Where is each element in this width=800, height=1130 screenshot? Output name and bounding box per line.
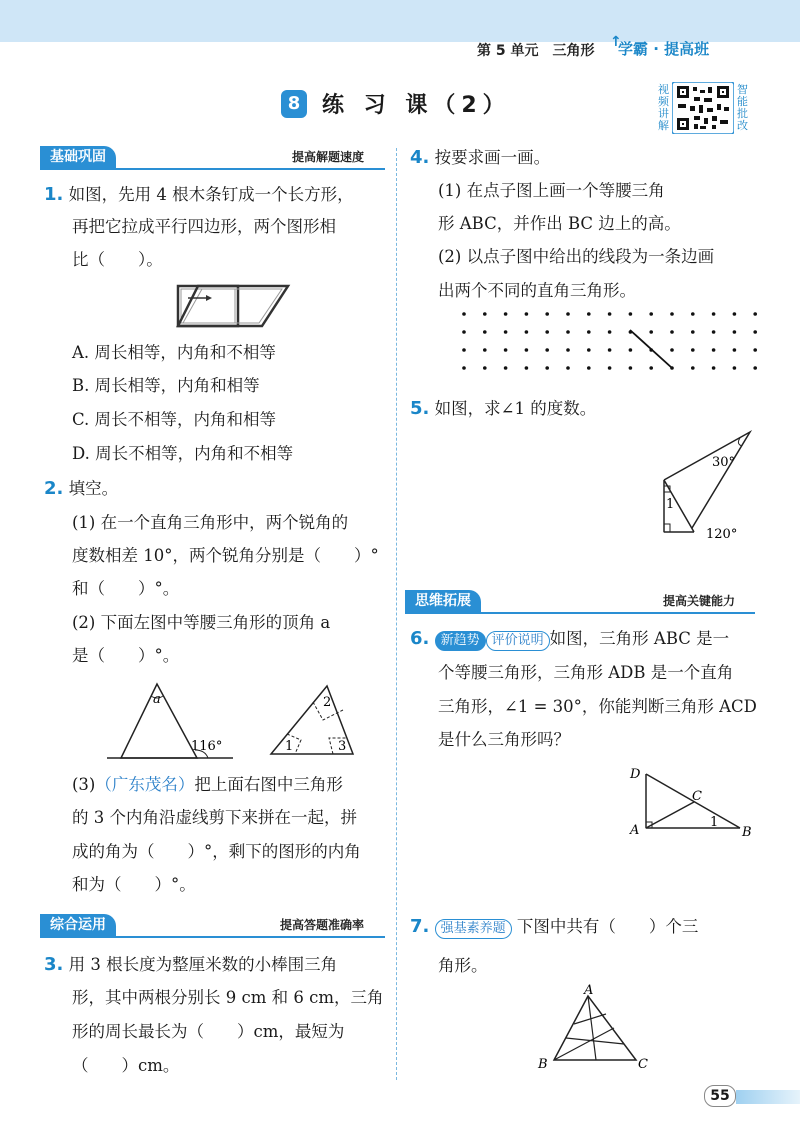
- section-basic: [40, 146, 385, 170]
- q1-option-a: A. 周长相等，内角和不相等: [72, 343, 276, 362]
- q3-line-4: （ ）cm。: [72, 1056, 180, 1075]
- grid-dot[interactable]: [504, 366, 508, 370]
- q2-line-1: (1) 在一个直角三角形中，两个锐角的: [72, 513, 349, 532]
- grid-dot[interactable]: [753, 366, 757, 370]
- grid-dot[interactable]: [545, 348, 549, 352]
- q1-option-c: C. 周长不相等，内角和相等: [72, 410, 277, 429]
- q3-line-1: 3. 用 3 根长度为整厘米数的小棒围三角: [44, 954, 338, 975]
- grid-dot[interactable]: [504, 348, 508, 352]
- question-number: 3.: [44, 954, 64, 975]
- grid-dot[interactable]: [504, 312, 508, 316]
- grid-dot[interactable]: [587, 330, 591, 334]
- grid-dot[interactable]: [525, 348, 529, 352]
- q2-title: 2. 填空。: [44, 478, 119, 499]
- grid-dot[interactable]: [566, 348, 570, 352]
- grid-dot[interactable]: [462, 330, 466, 334]
- q5-text: 5. 如图，求∠1 的度数。: [410, 398, 597, 419]
- grid-dot[interactable]: [712, 366, 716, 370]
- grid-dot[interactable]: [753, 348, 757, 352]
- q6-line-2: 个等腰三角形，三角形 ADB 是一个直角: [438, 663, 734, 682]
- section-thinking: [405, 590, 755, 614]
- grid-dot[interactable]: [483, 330, 487, 334]
- q5-figure: [650, 424, 760, 544]
- angle-116-label: 116°: [191, 739, 223, 754]
- angle-30-label: 30°: [712, 455, 736, 470]
- q4-line-1: (1) 在点子图上画一个等腰三角: [438, 181, 665, 200]
- q7-line-2: 角形。: [438, 956, 488, 975]
- grid-dot[interactable]: [649, 366, 653, 370]
- grid-dot[interactable]: [753, 330, 757, 334]
- column-divider: [396, 148, 397, 1080]
- q1-line-1: 1. 如图，先用 4 根木条钉成一个长方形，: [44, 184, 354, 205]
- point-c-label: C: [638, 1057, 648, 1072]
- q1-option-b: B. 周长相等，内角和相等: [72, 376, 260, 395]
- q2-p3-line-3: 成的角为（ ）°，剩下的图形的内角: [72, 842, 361, 861]
- section-tag: 综合运用: [40, 914, 116, 936]
- angle-1-label: 1: [710, 815, 719, 830]
- section-tag: 基础巩固: [40, 146, 116, 168]
- grid-dot[interactable]: [566, 330, 570, 334]
- q2-p3-line-4: 和为（ ）°。: [72, 875, 196, 894]
- q2-figures: [105, 680, 385, 764]
- q2-p3-line-2: 的 3 个内角沿虚线剪下来拼在一起，拼: [72, 808, 357, 827]
- page-number-bar: [736, 1090, 800, 1104]
- q2-line-4: (2) 下面左图中等腰三角形的顶角 a: [72, 613, 331, 632]
- q1-line-3: 比（ ）。: [72, 250, 163, 269]
- grid-dot[interactable]: [587, 366, 591, 370]
- grid-dot[interactable]: [733, 312, 737, 316]
- section-goal: 提高关键能力: [663, 594, 736, 608]
- question-number: 2.: [44, 478, 64, 499]
- point-a-label: A: [630, 823, 640, 838]
- grid-dot[interactable]: [733, 348, 737, 352]
- grid-dot[interactable]: [608, 348, 612, 352]
- point-b-label: B: [538, 1057, 548, 1072]
- grid-dot[interactable]: [566, 312, 570, 316]
- grid-dot[interactable]: [504, 330, 508, 334]
- section-goal: 提高答题准确率: [280, 918, 365, 932]
- q1-line-2: 再把它拉成平行四边形，两个图形相: [72, 217, 336, 236]
- grid-dot[interactable]: [691, 330, 695, 334]
- grid-dot[interactable]: [462, 366, 466, 370]
- q3-line-2: 形，其中两根分别长 9 cm 和 6 cm，三角: [72, 988, 384, 1007]
- grid-dot[interactable]: [483, 366, 487, 370]
- q2-line-3: 和（ ）°。: [72, 579, 180, 598]
- q2-line-2: 度数相差 10°，两个锐角分别是（ ）°: [72, 546, 379, 565]
- q6-line-3: 三角形，∠1 = 30°，你能判断三角形 ACD: [438, 697, 757, 716]
- arrow-up-icon: ↑: [610, 34, 622, 50]
- angle-3-label: 3: [338, 739, 347, 754]
- grid-dot[interactable]: [753, 312, 757, 316]
- grid-dot[interactable]: [525, 330, 529, 334]
- q4-line-3: (2) 以点子图中给出的线段为一条边画: [438, 247, 715, 266]
- grid-dot[interactable]: [670, 330, 674, 334]
- qr-code-icon[interactable]: [672, 82, 734, 134]
- grid-dot[interactable]: [608, 366, 612, 370]
- grid-dot[interactable]: [525, 366, 529, 370]
- question-number: 5.: [410, 398, 430, 419]
- qr-left-label: 视频讲解: [658, 83, 669, 132]
- angle-1-label: 1: [666, 497, 675, 512]
- grid-dot[interactable]: [525, 312, 529, 316]
- grid-dot[interactable]: [483, 348, 487, 352]
- q3-line-3: 形的周长最长为（ ）cm，最短为: [72, 1022, 345, 1041]
- point-a-label: A: [584, 984, 594, 998]
- q7-line-1: 7. 强基素养题 下图中共有（ ）个三: [410, 916, 699, 937]
- grid-dot[interactable]: [629, 312, 633, 316]
- angle-1-label: 1: [285, 739, 294, 754]
- question-number: 4.: [410, 147, 430, 168]
- grid-dot[interactable]: [712, 348, 716, 352]
- section-tag: 思维拓展: [405, 590, 481, 612]
- question-number: 1.: [44, 184, 64, 205]
- grid-dot[interactable]: [691, 348, 695, 352]
- region-tag: （广东茂名）: [95, 775, 195, 794]
- q6-line-1: 6. 新趋势 评价说明 如图，三角形 ABC 是一: [410, 628, 730, 649]
- grid-dot[interactable]: [629, 348, 633, 352]
- question-number: 7.: [410, 916, 430, 937]
- angle-a-label: a: [153, 692, 161, 707]
- evaluation-tag[interactable]: 评价说明: [486, 631, 550, 651]
- grid-dot[interactable]: [483, 312, 487, 316]
- section-comprehensive: [40, 914, 385, 938]
- q6-line-4: 是什么三角形吗？: [438, 730, 570, 749]
- foundation-tag: 强基素养题: [435, 919, 512, 939]
- q4-title: 4. 按要求画一画。: [410, 147, 551, 168]
- angle-2-label: 2: [323, 695, 332, 710]
- brand-text: 学霸 · 提高班: [618, 40, 710, 58]
- page-number: 55: [704, 1085, 736, 1107]
- grid-dot[interactable]: [587, 312, 591, 316]
- grid-dot[interactable]: [712, 312, 716, 316]
- grid-dot[interactable]: [691, 312, 695, 316]
- q4-line-4: 出两个不同的直角三角形。: [438, 281, 636, 300]
- grid-dot[interactable]: [670, 348, 674, 352]
- grid-dot[interactable]: [712, 330, 716, 334]
- q2-p3-line-1: (3)（广东茂名）把上面右图中三角形: [72, 775, 343, 794]
- grid-dot[interactable]: [545, 330, 549, 334]
- grid-dot[interactable]: [587, 348, 591, 352]
- point-b-label: B: [742, 825, 752, 840]
- grid-dot[interactable]: [545, 366, 549, 370]
- grid-dot[interactable]: [462, 312, 466, 316]
- grid-dot[interactable]: [733, 366, 737, 370]
- lesson-number-badge: 8: [281, 90, 307, 118]
- question-number: 6.: [410, 628, 430, 649]
- grid-dot[interactable]: [649, 312, 653, 316]
- grid-dot[interactable]: [670, 312, 674, 316]
- grid-dot[interactable]: [629, 366, 633, 370]
- page-title: 练 习 课（2）: [322, 93, 511, 118]
- q4-line-2: 形 ABC，并作出 BC 边上的高。: [438, 214, 681, 233]
- grid-dot[interactable]: [608, 312, 612, 316]
- grid-dot[interactable]: [462, 348, 466, 352]
- section-goal: 提高解题速度: [292, 150, 365, 164]
- q1-figure-rectangle-parallelogram: [176, 284, 294, 330]
- grid-dot[interactable]: [649, 330, 653, 334]
- unit-title: 第 5 单元 三角形: [477, 43, 595, 59]
- q2-line-5: 是（ ）°。: [72, 646, 180, 665]
- q6-figure: [626, 764, 756, 844]
- grid-dot[interactable]: [566, 366, 570, 370]
- q7-figure: [536, 984, 660, 1074]
- q4-dot-grid[interactable]: [458, 310, 758, 380]
- grid-dot[interactable]: [608, 330, 612, 334]
- brand-label: [610, 34, 710, 59]
- angle-120-label: 120°: [706, 527, 738, 542]
- q1-option-d: D. 周长不相等，内角和不相等: [72, 444, 294, 463]
- grid-dot[interactable]: [733, 330, 737, 334]
- trend-tag: 新趋势: [435, 631, 486, 651]
- grid-dot[interactable]: [545, 312, 549, 316]
- qr-right-label: 智能批改: [737, 83, 748, 132]
- grid-dot[interactable]: [691, 366, 695, 370]
- point-d-label: D: [630, 767, 641, 782]
- point-c-label: C: [692, 789, 702, 804]
